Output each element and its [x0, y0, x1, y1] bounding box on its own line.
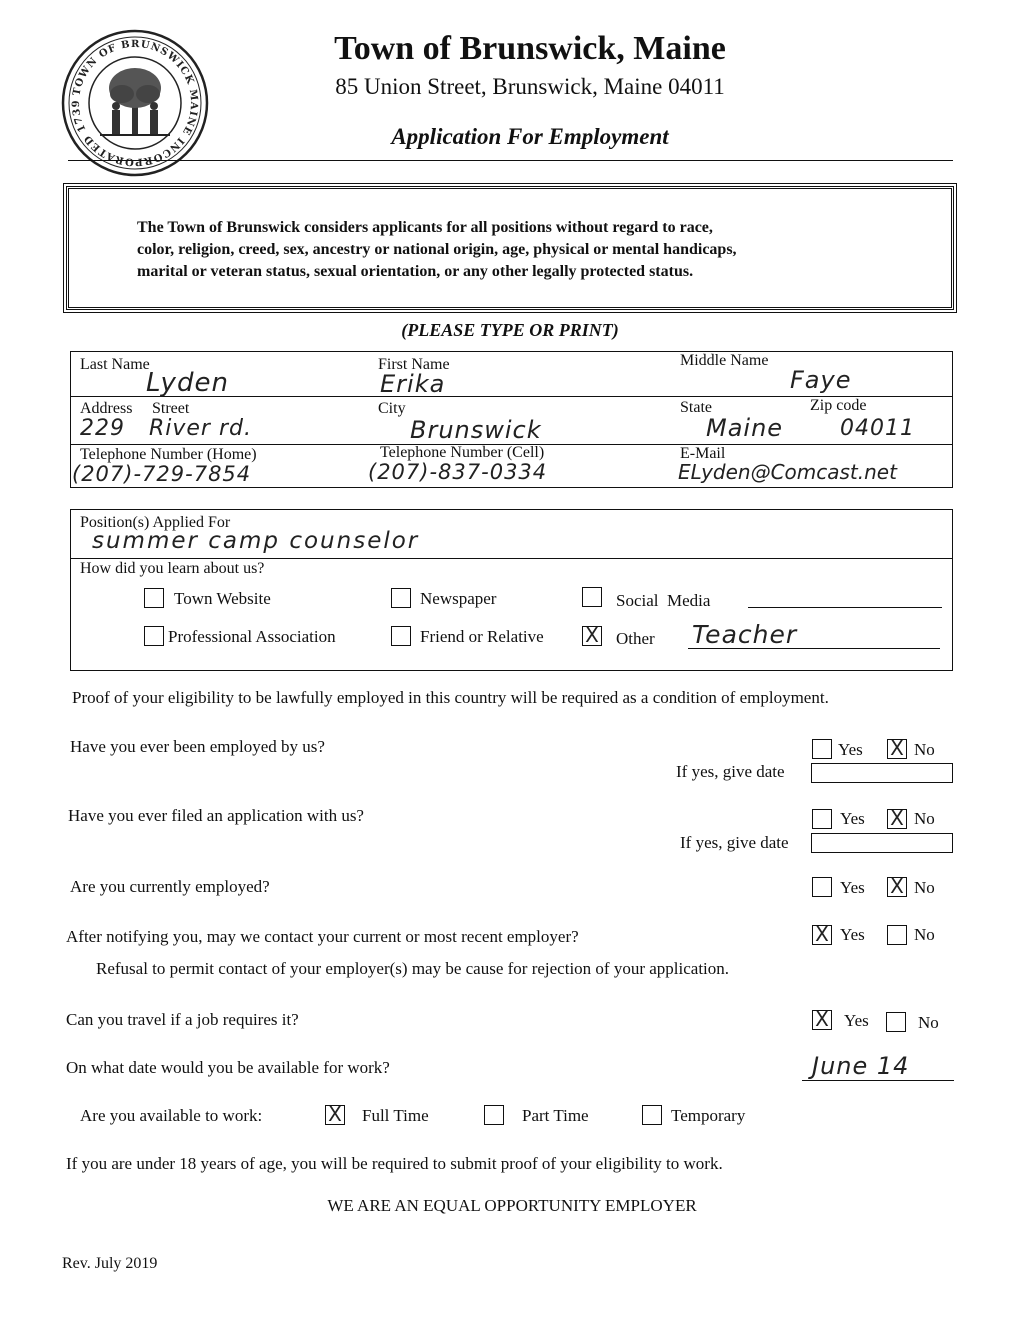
filed-application-question: Have you ever filed an application with us? — [68, 806, 364, 825]
filed-application-yes-label: Yes — [840, 809, 865, 828]
state-label: State — [680, 399, 712, 416]
form-subtitle: Application For Employment — [391, 124, 669, 149]
town-seal — [60, 28, 210, 178]
travel-no-checkbox[interactable] — [886, 1012, 906, 1032]
under-18-note: If you are under 18 years of age, you will be required to submit proof of your eligibility to work. — [66, 1154, 723, 1173]
friend-relative-checkbox[interactable] — [391, 626, 411, 646]
travel-yes-label: Yes — [844, 1011, 869, 1030]
middle-name-field[interactable]: Faye — [790, 366, 852, 394]
available-date-question: On what date would you be available for work? — [66, 1058, 390, 1077]
temporary-label: Temporary — [671, 1106, 746, 1125]
contact-employer-yes-mark: X — [815, 922, 829, 946]
filed-application-no-label: No — [914, 809, 935, 828]
full-time-mark: X — [328, 1102, 342, 1126]
part-time-label: Part Time — [522, 1106, 589, 1125]
currently-employed-no-checkbox[interactable] — [887, 874, 907, 898]
travel-yes-checkbox[interactable] — [812, 1007, 832, 1031]
social-media-checkbox[interactable] — [582, 587, 602, 607]
home-phone-label: Telephone Number (Home) — [80, 446, 257, 463]
filed-application-date-field[interactable] — [811, 833, 953, 853]
employed-by-us-no-mark: X — [890, 736, 904, 760]
refusal-note: Refusal to permit contact of your employer(s) may be cause for rejection of your application. — [96, 959, 730, 978]
contact-employer-no-label: No — [914, 925, 935, 944]
filed-application-date-label: If yes, give date — [680, 833, 789, 852]
print-instruction: (PLEASE TYPE OR PRINT) — [401, 320, 619, 340]
contact-employer-yes-label: Yes — [840, 925, 865, 944]
position-field[interactable]: summer camp counselor — [92, 528, 420, 554]
town-website-label: Town Website — [174, 589, 271, 608]
available-to-work-question: Are you available to work: — [80, 1106, 263, 1125]
employed-by-us-question: Have you ever been employed by us? — [70, 737, 325, 756]
other-check-mark: X — [585, 623, 599, 647]
contact-employer-question: After notifying you, may we contact your current or most recent employer? — [66, 927, 579, 946]
cell-phone-field[interactable]: (207)-837-0334 — [368, 460, 548, 484]
employed-by-us-yes-checkbox[interactable] — [812, 739, 832, 759]
learn-about-label: How did you learn about us? — [80, 560, 265, 577]
contact-employer-yes-checkbox[interactable] — [812, 922, 832, 946]
other-checkbox[interactable] — [582, 623, 602, 647]
social-media-specify-line[interactable] — [748, 607, 942, 608]
notice-line-2: color, religion, creed, sex, ancestry or national origin, age, physical or mental handicaps, — [137, 241, 737, 258]
employed-by-us-no-checkbox[interactable] — [887, 736, 907, 760]
town-website-checkbox[interactable] — [144, 588, 164, 608]
newspaper-label: Newspaper — [420, 589, 497, 608]
svg-text:TOWN OF BRUNSWICK MAINE INCORP: TOWN OF BRUNSWICK MAINE INCORPORATED 1739 — [70, 38, 200, 168]
last-name-field[interactable]: Lyden — [146, 368, 229, 398]
employed-by-us-date-label: If yes, give date — [676, 762, 785, 781]
available-date-field[interactable]: June 14 — [812, 1052, 910, 1080]
position-label: Position(s) Applied For — [80, 514, 231, 531]
email-label: E-Mail — [680, 445, 726, 462]
middle-name-label: Middle Name — [680, 352, 769, 369]
street-field[interactable]: 229 River rd. — [80, 416, 252, 441]
home-phone-field[interactable]: (207)-729-7854 — [72, 462, 252, 486]
filed-application-no-mark: X — [890, 806, 904, 830]
revision-date: Rev. July 2019 — [62, 1255, 158, 1272]
friend-relative-label: Friend or Relative — [420, 627, 544, 646]
part-time-checkbox[interactable] — [484, 1105, 504, 1125]
travel-no-label: No — [918, 1013, 939, 1032]
notice-line-1: The Town of Brunswick considers applicants for all positions without regard to race, — [137, 219, 713, 236]
currently-employed-no-mark: X — [890, 874, 904, 898]
currently-employed-yes-checkbox[interactable] — [812, 877, 832, 897]
professional-association-checkbox[interactable] — [144, 626, 164, 646]
notice-line-3: marital or veteran status, sexual orientation, or any other legally protected status. — [137, 263, 694, 280]
city-label: City — [378, 400, 406, 417]
page-title: Town of Brunswick, Maine — [334, 30, 726, 67]
travel-yes-mark: X — [815, 1007, 829, 1031]
last-name-label: Last Name — [80, 356, 150, 373]
newspaper-checkbox[interactable] — [391, 588, 411, 608]
eligibility-note: Proof of your eligibility to be lawfully employed in this country will be required as a condition of employment. — [72, 688, 829, 707]
employed-by-us-yes-label: Yes — [838, 740, 863, 759]
first-name-field[interactable]: Erika — [380, 370, 446, 398]
temporary-checkbox[interactable] — [642, 1105, 662, 1125]
employed-by-us-date-field[interactable] — [811, 763, 953, 783]
professional-association-label: Professional Association — [168, 627, 336, 646]
filed-application-yes-checkbox[interactable] — [812, 809, 832, 829]
contact-employer-no-checkbox[interactable] — [887, 925, 907, 945]
full-time-label: Full Time — [362, 1106, 429, 1125]
social-media-label: Social Media — [616, 591, 711, 610]
zip-code-label: Zip code — [810, 397, 867, 414]
zip-code-field[interactable]: 04011 — [840, 416, 915, 441]
currently-employed-question: Are you currently employed? — [70, 877, 270, 896]
first-name-label: First Name — [378, 356, 450, 373]
state-field[interactable]: Maine — [706, 414, 784, 442]
street-label: Street — [152, 400, 190, 417]
available-date-line — [802, 1080, 954, 1081]
city-field[interactable]: Brunswick — [410, 416, 542, 444]
email-field[interactable]: ELyden@Comcast.net — [678, 460, 897, 484]
nondiscrimination-notice — [66, 186, 954, 310]
travel-question: Can you travel if a job requires it? — [66, 1010, 299, 1029]
other-specify-field[interactable]: Teacher — [692, 620, 798, 649]
full-time-checkbox[interactable] — [325, 1102, 345, 1126]
town-address: 85 Union Street, Brunswick, Maine 04011 — [335, 74, 725, 99]
employed-by-us-no-label: No — [914, 740, 935, 759]
other-label: Other — [616, 629, 655, 648]
filed-application-no-checkbox[interactable] — [887, 806, 907, 830]
currently-employed-yes-label: Yes — [840, 878, 865, 897]
currently-employed-no-label: No — [914, 878, 935, 897]
address-label: Address — [80, 400, 133, 417]
equal-opportunity-statement: WE ARE AN EQUAL OPPORTUNITY EMPLOYER — [327, 1196, 697, 1215]
header-rule — [68, 160, 953, 161]
cell-phone-label: Telephone Number (Cell) — [380, 444, 545, 461]
